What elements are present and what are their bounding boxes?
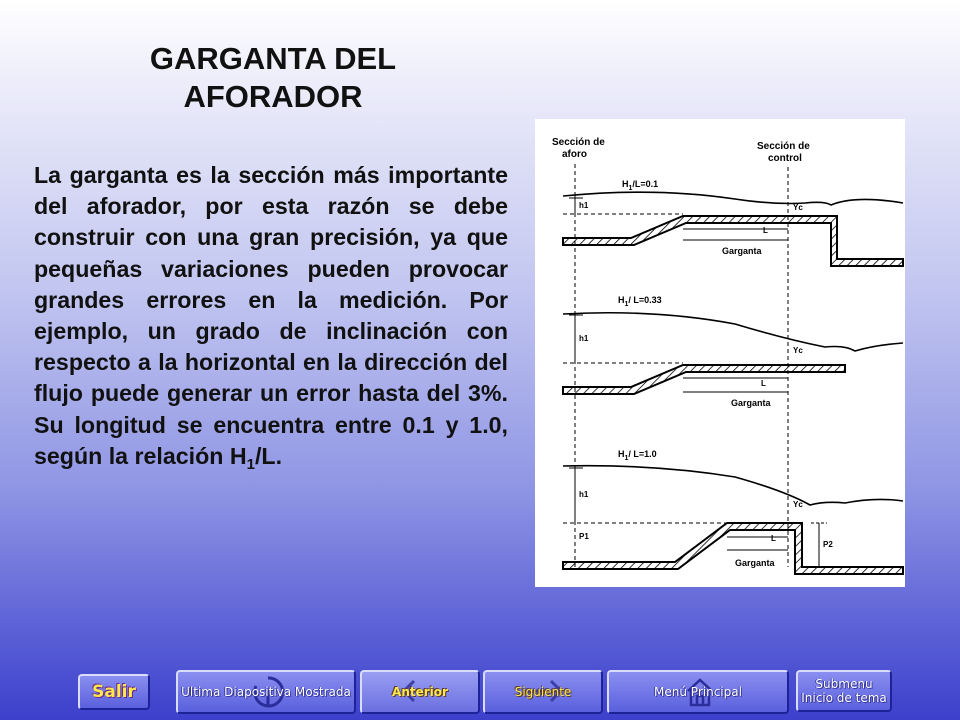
gauge-section-label-1: Sección de: [552, 137, 605, 148]
flume-diagram: [535, 119, 905, 587]
profile-2-L: L: [761, 379, 766, 388]
profile-3-p1: P1: [579, 532, 589, 541]
last-slide-button[interactable]: [176, 670, 356, 714]
profile-1-h1: h1: [579, 201, 589, 210]
profile-2-h1: h1: [579, 334, 589, 343]
profile-2-ratio: $H_1/$ L=0.33: [618, 295, 662, 308]
profile-3-throat: Garganta: [735, 558, 775, 568]
exit-button[interactable]: [78, 674, 150, 710]
slide-paragraph: [34, 160, 508, 472]
exit-button-label: Salir: [92, 682, 136, 702]
previous-button-label: Anterior: [392, 685, 448, 699]
profile-1-L: L: [763, 226, 768, 235]
submenu-button-label: Submenu Inicio de tema: [801, 677, 887, 705]
submenu-button[interactable]: [796, 670, 892, 712]
next-button-label: Siguiente: [514, 685, 572, 699]
main-menu-button-label: Menú Principal: [654, 685, 742, 699]
paragraph-subscript: 1: [246, 455, 255, 473]
main-menu-button[interactable]: [607, 670, 789, 714]
profile-3-L: L: [771, 534, 776, 543]
profile-2-throat: Garganta: [731, 398, 771, 408]
profile-1: [563, 179, 903, 266]
profile-3-yc: Yc: [793, 500, 803, 509]
control-section-label-1: Sección de: [757, 141, 810, 152]
last-slide-button-label: Ultima Diapositiva Mostrada: [181, 685, 351, 699]
profile-3-water-surface: [563, 466, 903, 505]
slide-title: GARGANTA DEL AFORADOR: [149, 41, 397, 114]
next-button[interactable]: [483, 670, 603, 714]
paragraph-end: /L.: [254, 442, 283, 469]
profile-3-h1: h1: [579, 490, 589, 499]
profile-1-ratio: $H_1/L=0.1$: [622, 179, 659, 192]
profile-2: [563, 295, 903, 408]
profile-3-ratio: $H_1/$ L=1.0: [618, 449, 657, 462]
profile-3: [563, 449, 903, 574]
profile-2-yc: Yc: [793, 346, 803, 355]
gauge-section-label-2: aforo: [562, 149, 587, 160]
control-section-label-2: control: [768, 153, 802, 164]
profile-2-water-surface: [563, 313, 903, 351]
profile-1-yc: Yc: [793, 203, 803, 212]
paragraph-text: La garganta es la sección más importante del aforador, por esta razón se debe construir con una gran precisión, ya que pequeñas variaciones pueden provocar grandes errores en la medición. Por ejemplo, un grado de inclinación con respecto a la horizontal en la dirección del flujo puede generar un error hasta del 3%. Su longitud se encuentra entre 0.1 y 1.0, según la relación H: [34, 162, 508, 469]
profile-1-water-surface: [563, 192, 903, 205]
profile-1-throat: Garganta: [722, 246, 762, 256]
profile-3-p2: P2: [823, 540, 833, 549]
previous-button[interactable]: [360, 670, 480, 714]
